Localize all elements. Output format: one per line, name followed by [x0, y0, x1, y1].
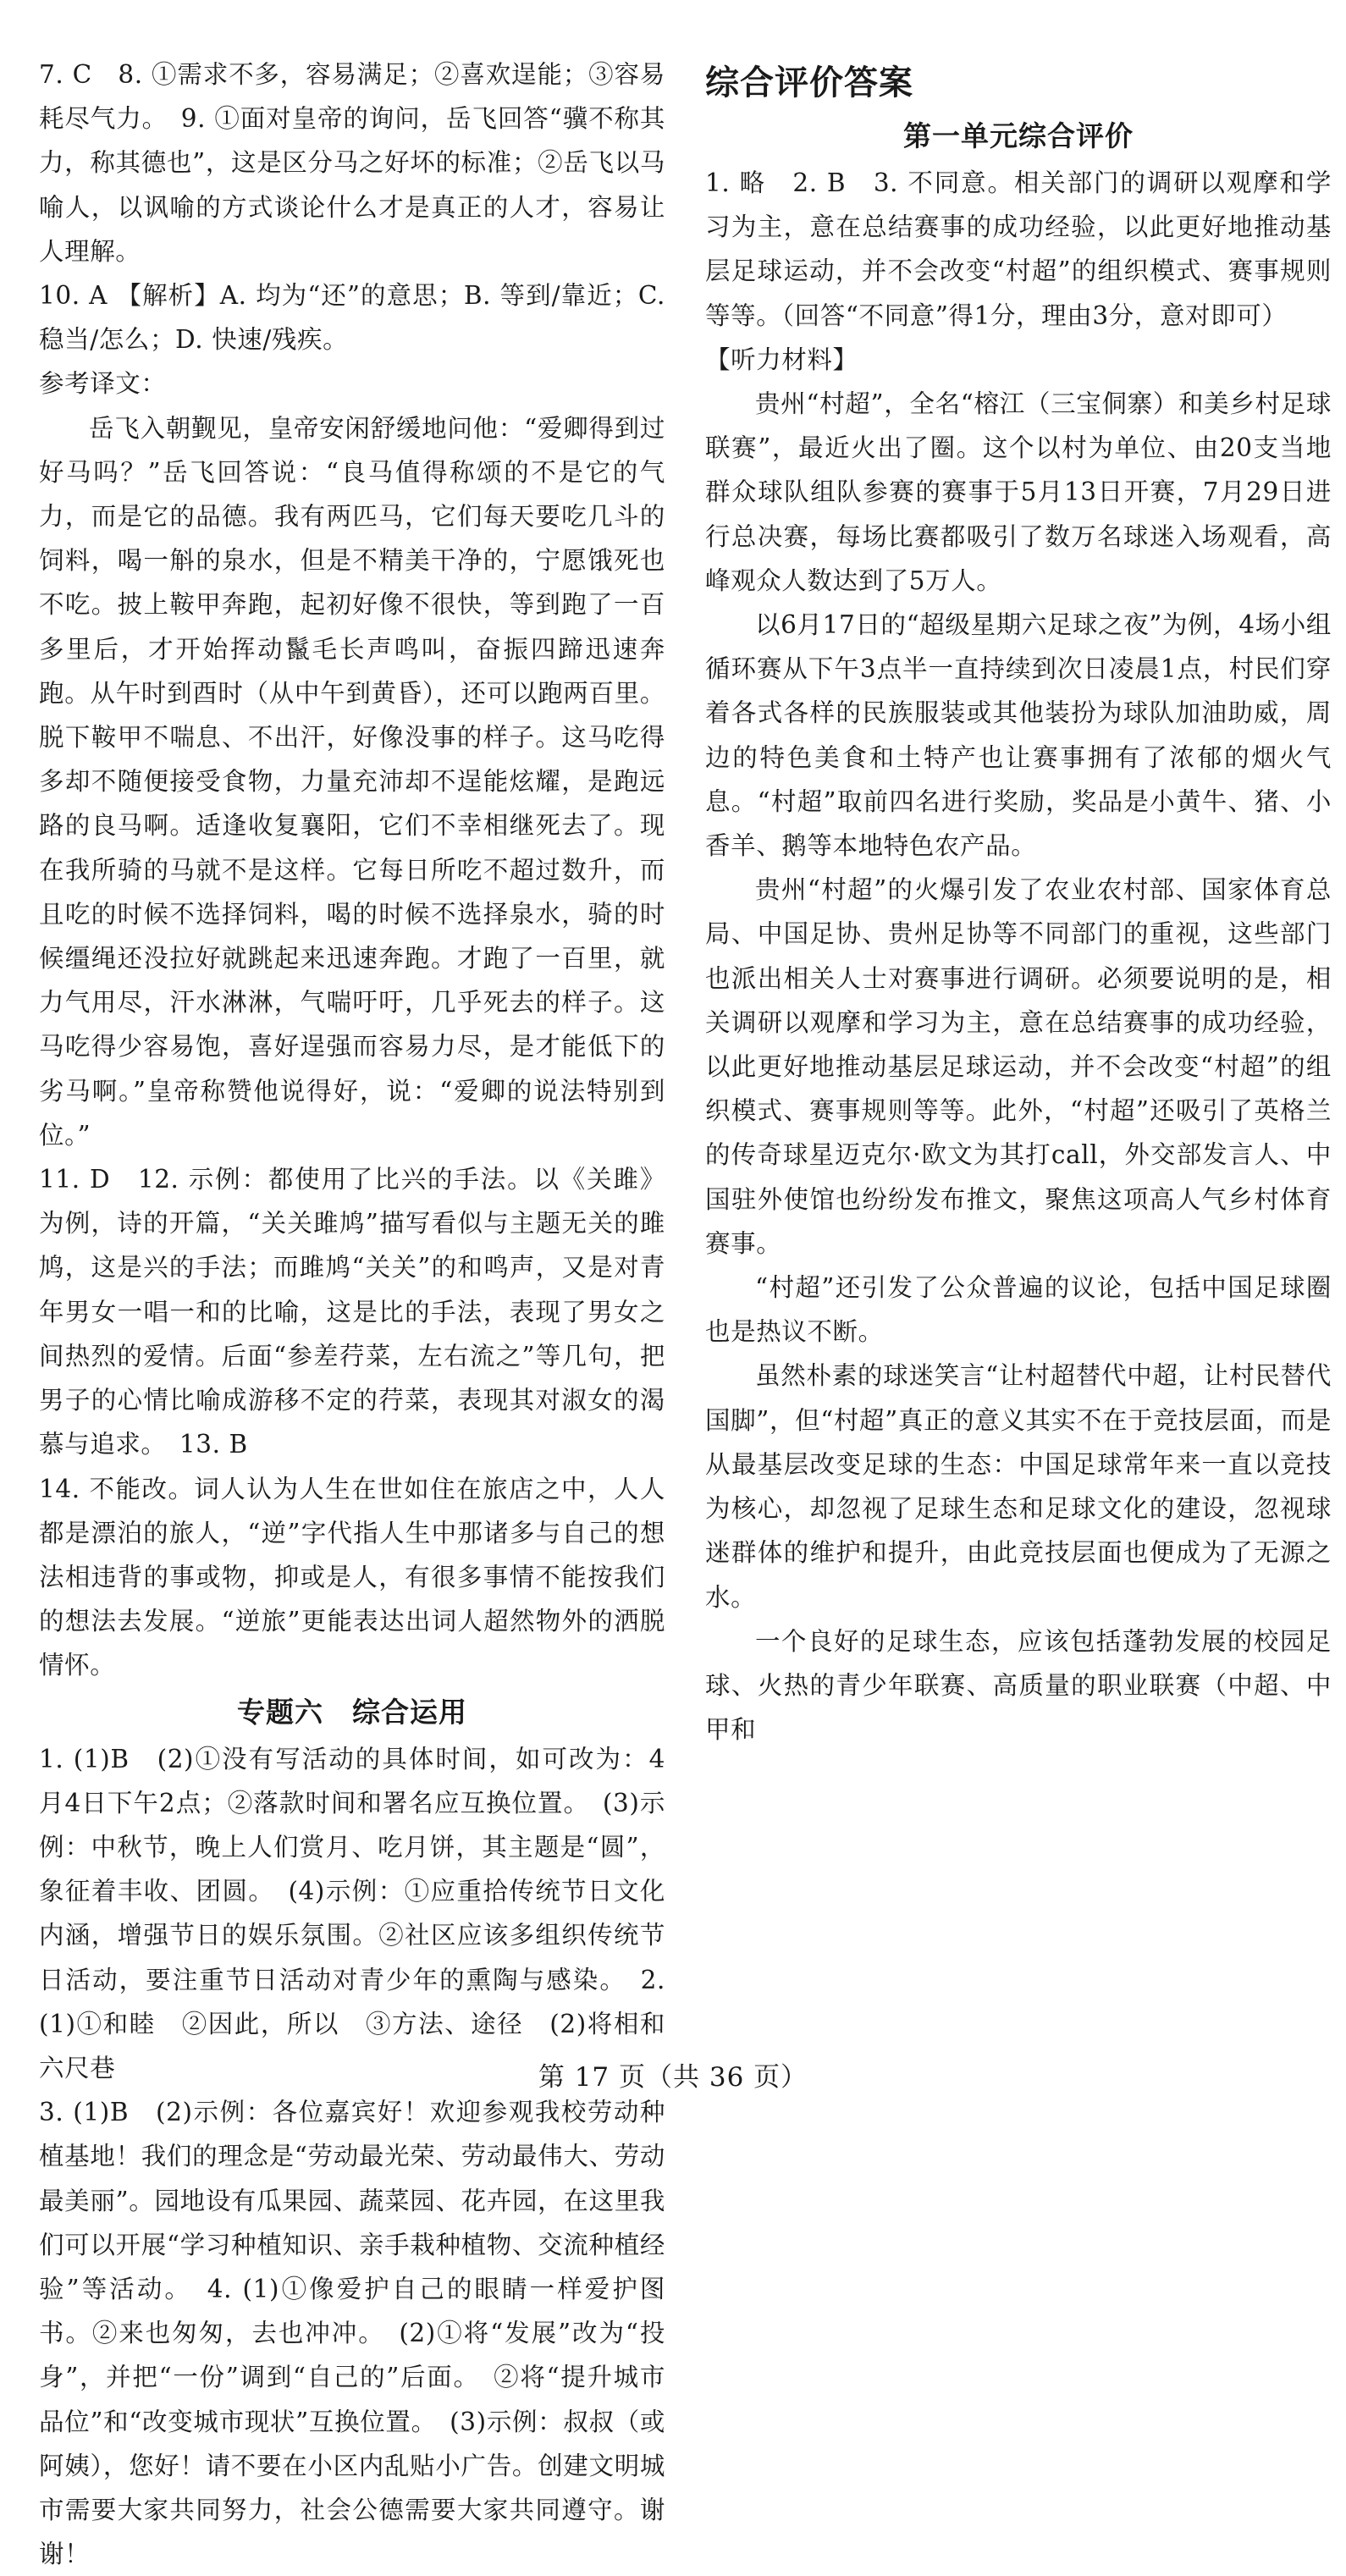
unit-answer-1-3: 1. 略 2. B 3. 不同意。相关部门的调研以观摩和学习为主，意在总结赛事的成功经验，以此更好地推动基层足球运动，并不会改变“村超”的组织模式、赛事规则等等。（回答“不同意”得1分，理由3分，意对即可）	[705, 168, 1332, 330]
listening-paragraph: 贵州“村超”的火爆引发了农业农村部、国家体育总局、中国足协、贵州足协等不同部门的重视，这些部门也派出相关人士对赛事进行调研。必须要说明的是，相关调研以观摩和学习为主，意在总结赛事的成功经验，以此更好地推动基层足球运动，并不会改变“村超”的组织模式、赛事规则等等。此外，“村超”还吸引了英格兰的传奇球星迈克尔·欧文为其打call，外交部发言人、中国驻外使馆也纷纷发布推文，聚焦这项高人气乡村体育赛事。	[705, 875, 1332, 1258]
unit-title: 第一单元综合评价	[903, 119, 1134, 152]
topic-six-answer-3-4: 3. (1)B (2)示例：各位嘉宾好！欢迎参观我校劳动种植基地！我们的理念是“劳动最光荣、劳动最伟大、劳动最美丽”。园地设有瓜果园、蔬菜园、花卉园，在这里我们可以开展“学习种植知识、亲手栽种植物、交流种植经验”等活动。 4. (1)①像爱护自己的眼睛一样爱护图书。②来也匆匆，去也冲冲。 (2)①将“发展”改为“投身”，并把“一份”调到“自己的”后面。 ②将“提升城市品位”和“改变城市现状”互换位置。 (3)示例：叔叔（或阿姨），您好！请不要在小区内乱贴小广告。创建文明城市需要大家共同努力，社会公德需要大家共同遵守。谢谢！	[39, 2098, 665, 2569]
answer-block-11-13: 11. D 12. 示例：都使用了比兴的手法。以《关雎》为例，诗的开篇，“关关雎鸠”描写看似与主题无关的雎鸠，这是兴的手法；而雎鸠“关关”的和鸣声，又是对青年男女一唱一和的比喻，这是比的手法，表现了男女之间热烈的爱情。后面“参差荇菜，左右流之”等几句，把男子的心情比喻成游移不定的荇菜，表现其对淑女的渴慕与追求。 13. B	[39, 1165, 665, 1459]
page-footer: 第 17 页（共 36 页）	[538, 2062, 808, 2093]
topic-six-answer-1-2: 1. (1)B (2)①没有写活动的具体时间，如可改为：4月4日下午2点；②落款时间和署名应互换位置。 (3)示例：中秋节，晚上人们赏月、吃月饼，其主题是“圆”，象征着丰收、团圆。 (4)示例：①应重拾传统节日文化内涵，增强节日的娱乐氛围。②社区应该多组织传统节日活动，要注重节日活动对青少年的熏陶与感染。 2. (1)①和睦 ②因此，所以 ③方法、途径 (2)将相和 六尺巷	[39, 1744, 692, 2082]
section-title: 综合评价答案	[705, 63, 913, 102]
listening-label: 【听力材料】	[705, 345, 858, 374]
topic-six-title: 专题六 综合运用	[237, 1695, 467, 1729]
listening-paragraph: “村超”还引发了公众普遍的议论，包括中国足球圈也是热议不断。	[705, 1273, 1332, 1347]
translation-text: 岳飞入朝觐见，皇帝安闲舒缓地问他：“爱卿得到过好马吗？”岳飞回答说：“良马值得称颂的不是它的气力，而是它的品德。我有两匹马，它们每天要吃几斗的饲料，喝一斛的泉水，但是不精美干净的，宁愿饿死也不吃。披上鞍甲奔跑，起初好像不很快，等到跑了一百多里后，才开始挥动鬣毛长声鸣叫，奋振四蹄迅速奔跑。从午时到酉时（从中午到黄昏），还可以跑两百里。脱下鞍甲不喘息、不出汗，好像没事的样子。这马吃得多却不随便接受食物，力量充沛却不逞能炫耀，是跑远路的良马啊。适逢收复襄阳，它们不幸相继死去了。现在我所骑的马就不是这样。它每日所吃不超过数升，而且吃的时候不选择饲料，喝的时候不选择泉水，骑的时候缰绳还没拉好就跳起来迅速奔跑。才跑了一百里，就力气用尽，汗水淋淋，气喘吁吁，几乎死去的样子。这马吃得少容易饱，喜好逞强而容易力尽，是才能低下的劣马啊。”皇帝称赞他说得好，说：“爱卿的说法特别到位。”	[39, 413, 665, 1150]
listening-paragraph: 贵州“村超”，全名“榕江（三宝侗寨）和美乡村足球联赛”，最近火出了圈。这个以村为单位、由20支当地群众球队组队参赛的赛事于5月13日开赛，7月29日进行总决赛，每场比赛都吸引了数万名球迷入场观看，高峰观众人数达到了5万人。	[705, 389, 1332, 595]
answer-block-14: 14. 不能改。词人认为人生在世如住在旅店之中，人人都是漂泊的旅人，“逆”字代指人生中那诸多与自己的想法相违背的事或物，抑或是人，有很多事情不能按我们的想法去发展。“逆旅”更能表达出词人超然物外的洒脱情怀。	[39, 1474, 665, 1680]
answer-block-7-9: 7. C 8. ①需求不多，容易满足；②喜欢逞能；③容易耗尽气力。 9. ①面对皇帝的询问，岳飞回答“骥不称其力，称其德也”，这是区分马之好坏的标准；②岳飞以马喻人，以讽喻的方式谈论什么才是真正的人才，容易让人理解。	[39, 60, 665, 266]
listening-paragraph: 虽然朴素的球迷笑言“让村超替代中超，让村民替代国脚”，但“村超”真正的意义其实不在于竞技层面，而是从最基层改变足球的生态：中国足球常年来一直以竞技为核心，却忽视了足球生态和足球文化的建设，忽视球迷群体的维护和提升，由此竞技层面也便成为了无源之水。	[705, 1361, 1332, 1612]
listening-paragraph: 一个良好的足球生态，应该包括蓬勃发展的校园足球、火热的青少年联赛、高质量的职业联赛（中超、中甲和	[705, 1626, 1332, 1745]
translation-label: 参考译文：	[39, 369, 167, 399]
right-column	[705, 52, 1332, 1751]
answer-block-10: 10. A 【解析】A. 均为“还”的意思；B. 等到/靠近；C. 稳当/怎么；D. 快速/残疾。	[39, 281, 665, 355]
listening-paragraph: 以6月17日的“超级星期六足球之夜”为例，4场小组循环赛从下午3点半一直持续到次日凌晨1点，村民们穿着各式各样的民族服装或其他装扮为球队加油助威，周边的特色美食和土特产也让赛事拥有了浓郁的烟火气息。“村超”取前四名进行奖励，奖品是小黄牛、猪、小香羊、鹅等本地特色农产品。	[705, 610, 1332, 861]
